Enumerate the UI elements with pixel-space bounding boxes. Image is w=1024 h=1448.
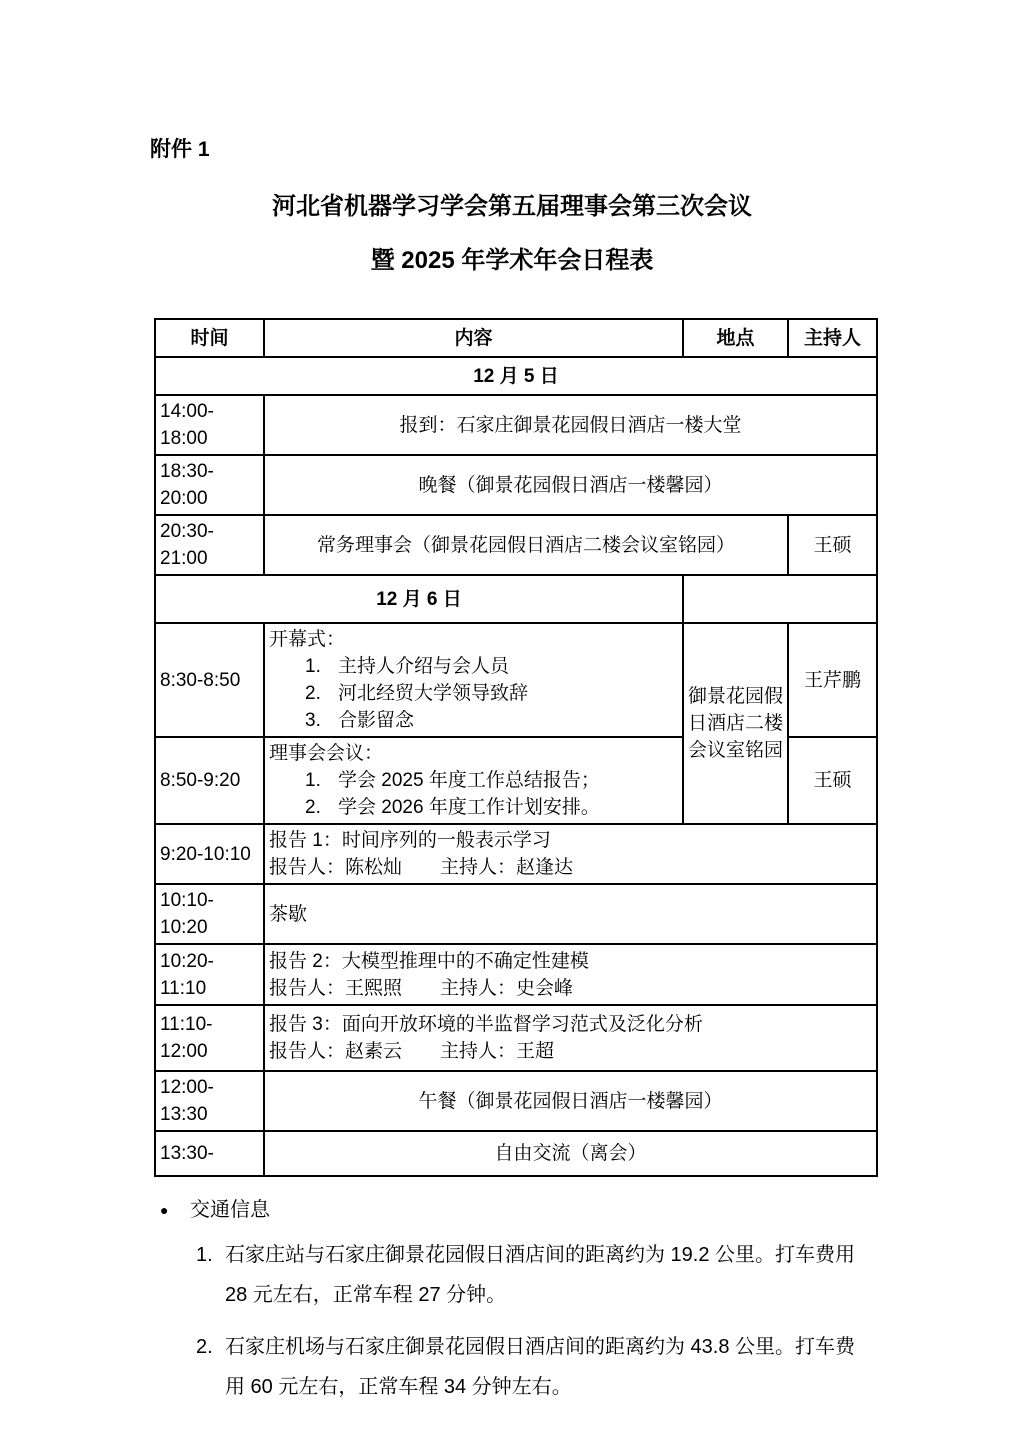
- opening-item-1: 1. 主持人介绍与会人员: [305, 656, 510, 677]
- opening-heading: 开幕式：: [269, 629, 346, 650]
- checkin-time-line2: 18:00: [160, 428, 208, 449]
- talk3-content: [264, 1005, 877, 1071]
- talk3-time-line1: 11:10-: [160, 1014, 213, 1035]
- opening-time: 8:30-8:50: [155, 623, 264, 737]
- board-item-2: 2. 学会 2026 年度工作计划安排。: [305, 797, 600, 818]
- row-opening: [155, 623, 877, 737]
- morning-location: 御景花园假日酒店二楼会议室铭园: [683, 623, 788, 824]
- talk1-content: [264, 824, 877, 884]
- header-content: 内容: [264, 319, 683, 357]
- dinner-content: 晚餐（御景花园假日酒店一楼馨园）: [264, 455, 877, 515]
- opening-item-3: 3. 合影留念: [305, 710, 415, 731]
- dinner-time: [155, 455, 264, 515]
- row-tea-break: [155, 884, 877, 944]
- transport-heading-row: [150, 1197, 884, 1223]
- talk1-title: 报告 1：时间序列的一般表示学习: [269, 830, 551, 851]
- row-council: [155, 515, 877, 575]
- lunch-time: [155, 1071, 264, 1131]
- row-dinner: [155, 455, 877, 515]
- transport-item-2: [150, 1327, 884, 1407]
- bullet-icon: ●: [160, 1202, 169, 1218]
- checkin-time: [155, 395, 264, 455]
- board-host: 王硕: [788, 737, 877, 824]
- board-content: [264, 737, 683, 824]
- tea-time: [155, 884, 264, 944]
- talk2-title: 报告 2：大模型推理中的不确定性建模: [269, 950, 589, 972]
- council-content: 常务理事会（御景花园假日酒店二楼会议室铭园）: [264, 515, 788, 575]
- free-time: 13:30-: [155, 1131, 264, 1176]
- attachment-label: 附件 1: [150, 138, 210, 161]
- checkin-content: 报到：石家庄御景花园假日酒店一楼大堂: [264, 395, 877, 455]
- schedule-table: [154, 318, 878, 1177]
- tea-content: 茶歇: [264, 884, 877, 944]
- header-host: 主持人: [788, 319, 877, 357]
- board-time: 8:50-9:20: [155, 737, 264, 824]
- date-dec6: 12 月 6 日: [155, 575, 683, 623]
- opening-item-2: 2. 河北经贸大学领导致辞: [305, 683, 529, 704]
- opening-content: [264, 623, 683, 737]
- document-title-line1: 河北省机器学习学会第五届理事会第三次会议: [272, 193, 752, 220]
- opening-host: 王芹鹏: [788, 623, 877, 737]
- board-heading: 理事会会议：: [269, 743, 384, 764]
- talk2-speakers: 报告人：王熙照 主持人：史会峰: [269, 977, 574, 999]
- transport-item-1-text: 石家庄站与石家庄御景花园假日酒店间的距离约为 19.2 公里。打车费用 28 元左右，正常车程 27 分钟。: [225, 1244, 856, 1306]
- transport-item-2-number: 2.: [196, 1336, 213, 1358]
- talk2-content: [264, 944, 877, 1005]
- transport-item-1-number: 1.: [196, 1244, 213, 1266]
- talk3-title: 报告 3：面向开放环境的半监督学习范式及泛化分析: [269, 1014, 703, 1035]
- document-title-line2: 暨 2025 年学术年会日程表: [370, 247, 654, 274]
- talk3-speakers: 报告人：赵素云 主持人：王超: [269, 1041, 555, 1062]
- transport-section: [150, 1197, 884, 1407]
- table-header-row: [155, 319, 877, 357]
- talk1-time: 9:20-10:10: [155, 824, 264, 884]
- row-talk3: [155, 1005, 877, 1071]
- talk2-time-line2: 11:10: [160, 977, 207, 999]
- council-host: 王硕: [788, 515, 877, 575]
- header-time: 时间: [155, 319, 264, 357]
- checkin-time-line1: 14:00-: [160, 401, 214, 422]
- council-time-line2: 21:00: [160, 548, 208, 569]
- date-row-dec6: [155, 575, 877, 623]
- talk2-time: [155, 944, 264, 1005]
- tea-time-line2: 10:20: [160, 917, 208, 938]
- dinner-time-line2: 20:00: [160, 488, 208, 509]
- transport-heading: 交通信息: [190, 1199, 270, 1221]
- talk1-speakers: 报告人：陈松灿 主持人：赵逢达: [269, 857, 574, 878]
- header-location: 地点: [683, 319, 788, 357]
- lunch-time-line2: 13:30: [160, 1104, 208, 1125]
- row-lunch: [155, 1071, 877, 1131]
- council-time-line1: 20:30-: [160, 521, 214, 542]
- talk3-time-line2: 12:00: [160, 1041, 208, 1062]
- free-content: 自由交流（离会）: [264, 1131, 877, 1176]
- lunch-time-line1: 12:00-: [160, 1077, 214, 1098]
- council-time: [155, 515, 264, 575]
- talk2-time-line1: 10:20-: [160, 950, 214, 972]
- date-dec5: 12 月 5 日: [155, 357, 877, 395]
- date-row-dec5: [155, 357, 877, 395]
- row-talk2: [155, 944, 877, 1005]
- tea-time-line1: 10:10-: [160, 890, 214, 911]
- row-talk1: [155, 824, 877, 884]
- row-checkin: [155, 395, 877, 455]
- transport-item-2-text: 石家庄机场与石家庄御景花园假日酒店间的距离约为 43.8 公里。打车费 用 60 元左右，正常车程 34 分钟左右。: [225, 1336, 856, 1398]
- dinner-time-line1: 18:30-: [160, 461, 214, 482]
- talk3-time: [155, 1005, 264, 1071]
- transport-item-1: [150, 1235, 884, 1315]
- lunch-content: 午餐（御景花园假日酒店一楼馨园）: [264, 1071, 877, 1131]
- board-item-1: 1. 学会 2025 年度工作总结报告；: [305, 770, 600, 791]
- date-dec6-empty-cell: [683, 575, 877, 623]
- row-free-exchange: [155, 1131, 877, 1176]
